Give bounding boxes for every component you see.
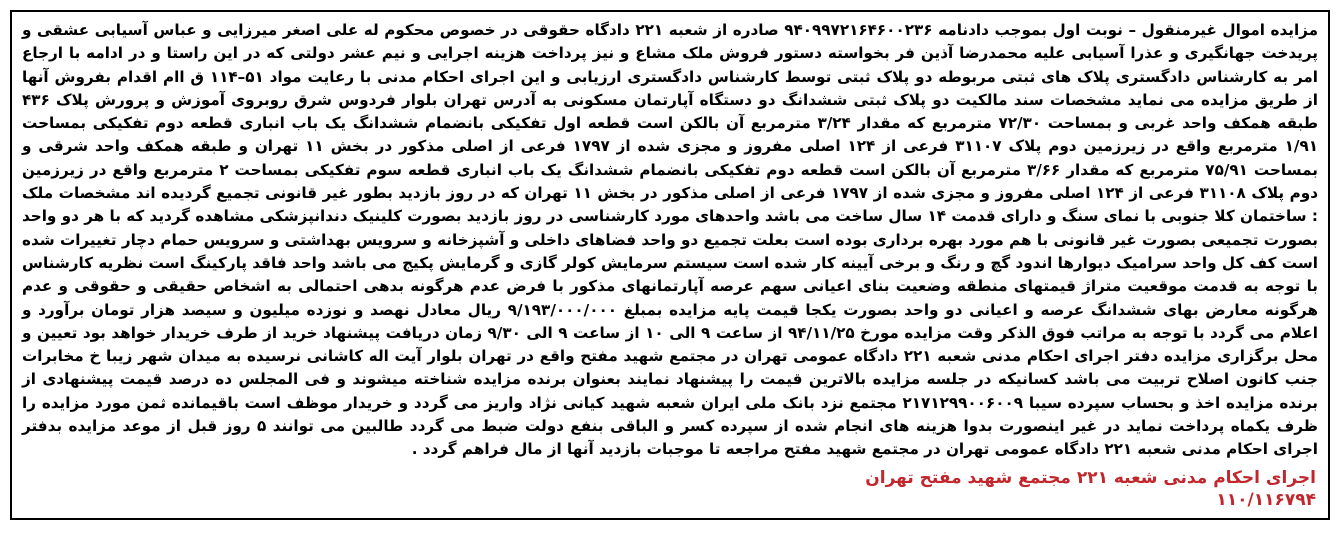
notice-code: ۱۱۰/۱۱۶۷۹۴ xyxy=(1216,490,1316,510)
issuer-signature: اجرای احکام مدنی شعبه ۲۲۱ مجتمع شهید مفتح تهران xyxy=(865,468,1316,488)
notice-footer xyxy=(24,468,1316,512)
notice-body: مزایده اموال غیرمنقول – نوبت اول بموجب دادنامه ۹۴۰۹۹۷۲۱۶۴۶۰۰۲۳۶ صادره از شعبه ۲۲۱ دادگاه حقوقی در خصوص محکوم له علی اصغر میرزایی و عباس آسیابی عشقی و پریدخت جهانگیری و عذرا آسیابی علیه محمدرضا آذین فر بخواسته دستور فروش ملک مشاع و نیز پرداخت هزینه اجرایی و نیم عشر دولتی که در این راستا و در ادامه با ارجاع امر به کارشناس دادگستری پلاک های ثبتی مربوطه دو پلاک ثبتی توسط کارشناس دادگستری ارزیابی و این اجرای احکام مدنی با رعایت مواد ۵۱–۱۱۴ ق اام اقدام بفروش آنها از طریق مزایده می نماید مشخصات سند مالکیت دو پلاک ثبتی ششدانگ دو دستگاه آپارتمان مسکونی به آدرس تهران بلوار فردوس شرق روبروی آموزش و پرورش پلاک ۴۳۶ طبقه همکف واحد غربی و بمساحت ۷۲/۳۰ مترمربع که مقدار ۳/۲۴ مترمربع آن بالکن است قطعه اول تفکیکی بانضمام ششدانگ یک باب انباری قطعه دوم تفکیکی بمساحت ۱/۹۱ مترمربع واقع در زیرزمین دوم پلاک ۳۱۱۰۷ فرعی از ۱۲۴ اصلی مفروز و مجزی شده از ۱۷۹۷ فرعی از اصلی مذکور در بخش ۱۱ تهران و طبقه همکف واحد شرقی و بمساحت ۷۵/۹۱ مترمربع که مقدار ۳/۶۶ مترمربع آن بالکن است قطعه دوم تفکیکی بانضمام ششدانگ یک باب انباری قطعه سوم تفکیکی بمساحت ۲ مترمربع واقع در زیرزمین دوم پلاک ۳۱۱۰۸ فرعی از ۱۲۴ اصلی مفروز و مجزی شده از ۱۷۹۷ فرعی از اصلی مذکور در بخش ۱۱ تهران که در روز بازدید بطور غیر قانونی تجمیع گردیده اند مشخصات ملک : ساختمان کلا جنوبی با نمای سنگ و دارای قدمت ۱۴ سال ساخت می باشد واحدهای مورد کارشناسی در روز بازدید بصورت کلینیک دندانپزشکی مشاهده گردید که با هر دو واحد بصورت تجمیعی بصورت غیر قانونی با هم مورد بهره برداری بوده است بعلت تجمیع دو واحد فضاهای داخلی و آشپزخانه و سرویس بهداشتی و سرویس حمام دچار تغییرات شده است کف کل واحد سرامیک دیوارها اندود گچ و رنگ و برخی آیینه کار شده است سیستم سرمایش کولر گازی و گرمایش پکیج می باشد واحد فاقد پارکینگ است نظریه کارشناس با توجه به قدمت موقعیت متراژ قیمتهای منطقه وضعیت بنای اعیانی سهم عرصه آپارتمانهای مذکور با فرض عدم هرگونه بدهی احتمالی به اشخاص حقیقی و حقوقی و عدم هرگونه معارض بهای ششدانگ عرصه و اعیانی دو واحد بصورت یکجا قیمت پایه مزایده بمبلغ ۹/۱۹۳/۰۰۰/۰۰۰ ریال معادل نهصد و نوزده میلیون و سیصد هزار تومان برآورد و اعلام می گردد با توجه به مراتب فوق الذکر وقت مزایده مورخ ۹۴/۱۱/۲۵ از ساعت ۹ الی ۱۰ از ساعت ۹ الی ۹/۳۰ زمان دریافت پیشنهاد خرید از طرف خریدار خواهد بود تعیین و محل برگزاری مزایده دفتر اجرای احکام مدنی شعبه ۲۲۱ دادگاه عمومی تهران در مجتمع شهید مفتح واقع در تهران بلوار آیت اله کاشانی نرسیده به میدان شهر زیبا خ مخابرات جنب کانون اصلاح تربیت می باشد کسانیکه در جلسه مزایده بالاترین قیمت را پیشنهاد نمایند بعنوان برنده مزایده شناخته میشوند و فی المجلس ده درصد قیمت پیشنهادی از برنده مزایده اخذ و بحساب سپرده سیبا ۲۱۷۱۲۹۹۰۰۶۰۰۹ مجتمع نزد بانک ملی ایران شعبه شهید کیانی نژاد واریز می گردد و خریدار موظف است باقیمانده ثمن مورد مزایده را ظرف یکماه پرداخت نماید در غیر اینصورت بدوا هزینه های انجام شده از سپرده کسر و الباقی بنفع دولت ضبط می گردد طالبین می توانند ۵ روز قبل از موعد مزایده بدفتر اجرای احکام مدنی شعبه ۲۲۱ دادگاه عمومی تهران در مجتمع شهید مفتح مراجعه تا موجبات بازدید آنها از مال فراهم گردد . xyxy=(22,21,1319,459)
auction-notice xyxy=(10,10,1330,520)
